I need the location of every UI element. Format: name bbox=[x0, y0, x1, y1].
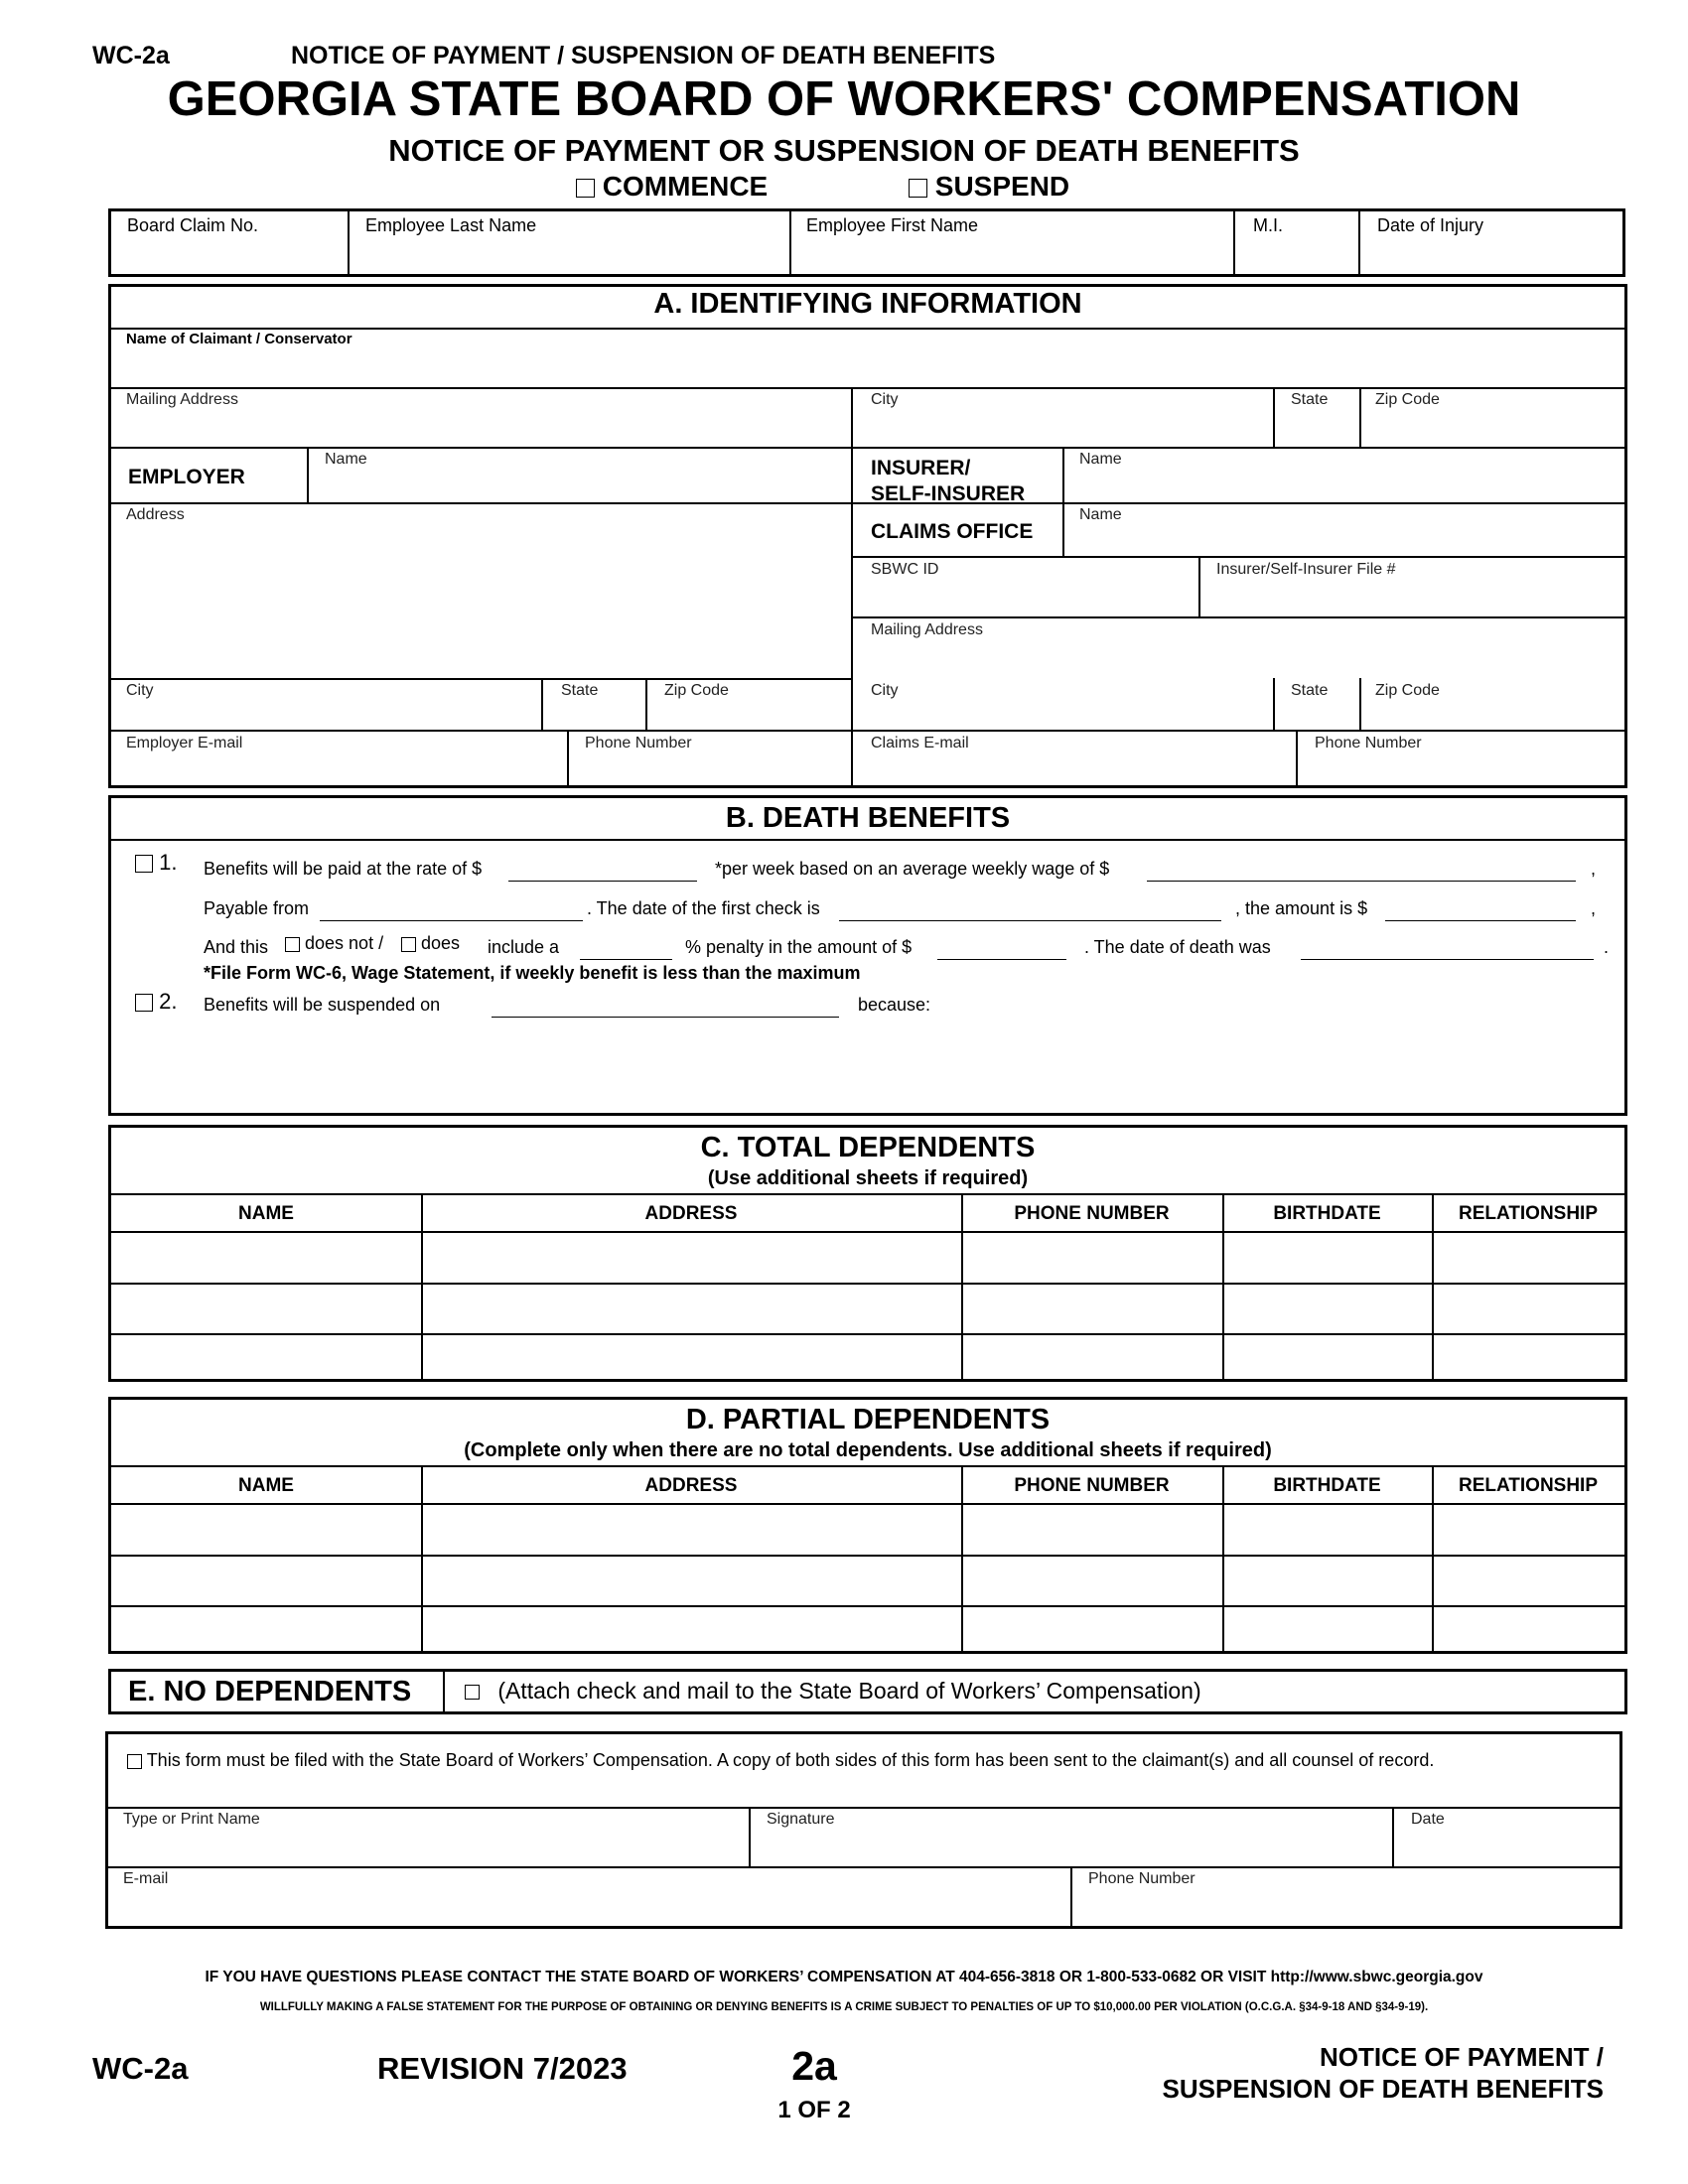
c-col-name: NAME bbox=[238, 1203, 294, 1224]
employee-last-name-field[interactable]: Employee Last Name bbox=[365, 215, 537, 235]
footer-title bbox=[1072, 2041, 1604, 2105]
suspend-label: SUSPEND bbox=[934, 171, 1070, 202]
section-d-subtitle: (Complete only when there are no total dependents. Use additional sheets if required) bbox=[464, 1439, 1272, 1461]
phone-field[interactable]: Phone Number bbox=[1088, 1870, 1196, 1887]
date-field[interactable]: Date bbox=[1411, 1811, 1445, 1828]
employer-email-field[interactable]: Employer E-mail bbox=[126, 735, 243, 751]
sbwc-id-field[interactable]: SBWC ID bbox=[871, 561, 939, 578]
penalty-text: % penalty in the amount of $ bbox=[685, 937, 913, 957]
section-d bbox=[108, 1397, 1627, 1654]
c-col-phone: PHONE NUMBER bbox=[1014, 1203, 1170, 1224]
first-check-date-input[interactable] bbox=[839, 920, 1221, 921]
insurer-mailing-address-field[interactable]: Mailing Address bbox=[871, 621, 983, 638]
because-text: because: bbox=[858, 995, 931, 1015]
rate-text: Benefits will be paid at the rate of $ bbox=[204, 859, 483, 879]
payable-from-text: Payable from bbox=[204, 898, 310, 918]
contact-notice: IF YOU HAVE QUESTIONS PLEASE CONTACT THE STATE BOARD OF WORKERS’ COMPENSATION AT 404-656-3818 OR 1-800-533-0682 OR VISIT http://www.sbwc.georgia.gov bbox=[205, 1969, 1483, 1985]
insurer-zip-field[interactable]: Zip Code bbox=[1375, 682, 1440, 699]
item1-number: 1. bbox=[159, 850, 178, 875]
insurer-file-field[interactable]: Insurer/Self-Insurer File # bbox=[1216, 561, 1396, 578]
item2-option[interactable] bbox=[135, 989, 177, 1015]
date-of-death-text: . The date of death was bbox=[1084, 937, 1271, 957]
table-row[interactable] bbox=[111, 1285, 1624, 1333]
amount-is-text: , the amount is $ bbox=[1235, 898, 1368, 918]
false-statement-warning: WILLFULLY MAKING A FALSE STATEMENT FOR THE PURPOSE OF OBTAINING OR DENYING BENEFITS IS A CRIME SUBJECT TO PENALTIES OF UP TO $10,000.00 PER VIOLATION (O.C.G.A. §34-9-18 AND §34-9-19). bbox=[259, 2001, 1429, 2013]
employer-city-field[interactable]: City bbox=[126, 682, 154, 699]
mi-field[interactable]: M.I. bbox=[1253, 215, 1283, 235]
insurer-label-line2: SELF-INSURER bbox=[871, 482, 1026, 505]
insurer-label bbox=[871, 456, 1025, 507]
claims-office-label: CLAIMS OFFICE bbox=[871, 520, 1034, 543]
section-d-title: D. PARTIAL DEPENDENTS bbox=[685, 1404, 1051, 1435]
first-check-text: . The date of the first check is bbox=[587, 898, 820, 918]
certification-block bbox=[105, 1731, 1622, 1929]
does-not-label: does not / bbox=[305, 933, 384, 953]
insurer-label-line1: INSURER/ bbox=[871, 457, 971, 479]
penalty-percent-input[interactable] bbox=[580, 959, 672, 960]
d-col-phone: PHONE NUMBER bbox=[1014, 1475, 1170, 1496]
weekly-rate-input[interactable] bbox=[508, 881, 697, 882]
table-row[interactable] bbox=[111, 1505, 1624, 1555]
employer-zip-field[interactable]: Zip Code bbox=[664, 682, 729, 699]
item1-checkbox[interactable] bbox=[135, 855, 153, 873]
certification-checkbox[interactable] bbox=[127, 1754, 142, 1769]
top-title: NOTICE OF PAYMENT / SUSPENSION OF DEATH BENEFITS bbox=[291, 42, 996, 69]
claims-phone-field[interactable]: Phone Number bbox=[1315, 735, 1422, 751]
d-col-birthdate: BIRTHDATE bbox=[1273, 1475, 1381, 1496]
comma-2: , bbox=[1591, 898, 1597, 918]
claimant-zip-field[interactable]: Zip Code bbox=[1375, 391, 1440, 408]
claimant-city-field[interactable]: City bbox=[871, 391, 899, 408]
form-code-top: WC-2a bbox=[92, 42, 170, 69]
penalty-amount-input[interactable] bbox=[937, 959, 1066, 960]
suspended-on-text: Benefits will be suspended on bbox=[204, 995, 441, 1015]
board-claim-no-field[interactable]: Board Claim No. bbox=[127, 215, 259, 235]
signature-field[interactable]: Signature bbox=[767, 1811, 835, 1828]
date-of-injury-field[interactable]: Date of Injury bbox=[1377, 215, 1484, 235]
c-col-birthdate: BIRTHDATE bbox=[1273, 1203, 1381, 1224]
section-a bbox=[108, 284, 1627, 788]
does-checkbox[interactable] bbox=[401, 937, 416, 952]
employer-state-field[interactable]: State bbox=[561, 682, 599, 699]
claimant-state-field[interactable]: State bbox=[1291, 391, 1329, 408]
does-label: does bbox=[421, 933, 461, 953]
payable-from-input[interactable] bbox=[320, 920, 583, 921]
section-e bbox=[108, 1669, 1627, 1714]
footer-title-line2: SUSPENSION OF DEATH BENEFITS bbox=[1162, 2074, 1604, 2104]
item1-option[interactable] bbox=[135, 850, 177, 876]
c-col-relationship: RELATIONSHIP bbox=[1458, 1203, 1599, 1224]
section-e-title: E. NO DEPENDENTS bbox=[128, 1676, 412, 1707]
section-b bbox=[108, 795, 1627, 1116]
page-code: 2a bbox=[791, 2043, 837, 2089]
certification-text: This form must be filed with the State Board of Workers’ Compensation. A copy of both sides of this form has been sent to the claimant(s) and all counsel of record. bbox=[146, 1750, 1435, 1770]
insurer-state-field[interactable]: State bbox=[1291, 682, 1329, 699]
commence-checkbox[interactable] bbox=[576, 179, 595, 198]
claimant-mailing-address-field[interactable]: Mailing Address bbox=[126, 391, 238, 408]
d-col-name: NAME bbox=[238, 1475, 294, 1496]
employer-phone-field[interactable]: Phone Number bbox=[585, 735, 692, 751]
print-name-field[interactable]: Type or Print Name bbox=[123, 1811, 260, 1828]
no-dependents-checkbox[interactable] bbox=[465, 1685, 480, 1700]
section-b-title: B. DEATH BENEFITS bbox=[725, 802, 1011, 834]
section-c bbox=[108, 1125, 1627, 1382]
main-title: GEORGIA STATE BOARD OF WORKERS' COMPENSATION bbox=[167, 72, 1521, 126]
and-this-text: And this bbox=[204, 937, 269, 957]
employer-name-field[interactable]: Name bbox=[325, 451, 367, 468]
employer-address-field[interactable]: Address bbox=[126, 506, 185, 523]
subtitle: NOTICE OF PAYMENT OR SUSPENSION OF DEATH BENEFITS bbox=[388, 133, 1300, 168]
d-col-relationship: RELATIONSHIP bbox=[1458, 1475, 1599, 1496]
table-row[interactable] bbox=[111, 1607, 1624, 1651]
commence-option[interactable] bbox=[576, 171, 768, 203]
claims-email-field[interactable]: Claims E-mail bbox=[871, 735, 969, 751]
period: . bbox=[1604, 937, 1610, 957]
wc6-note: *File Form WC-6, Wage Statement, if weekly benefit is less than the maximum bbox=[204, 963, 861, 983]
commence-label: COMMENCE bbox=[602, 171, 769, 202]
item2-checkbox[interactable] bbox=[135, 994, 153, 1012]
footer-title-line1: NOTICE OF PAYMENT / bbox=[1319, 2042, 1604, 2072]
table-row[interactable] bbox=[111, 1557, 1624, 1605]
no-dependents-text: (Attach check and mail to the State Board of Workers’ Compensation) bbox=[497, 1678, 1201, 1704]
comma-1: , bbox=[1591, 859, 1597, 879]
first-check-amount-input[interactable] bbox=[1385, 920, 1576, 921]
claims-office-name-field[interactable]: Name bbox=[1079, 506, 1122, 523]
section-c-title: C. TOTAL DEPENDENTS bbox=[700, 1132, 1036, 1163]
section-c-subtitle: (Use additional sheets if required) bbox=[707, 1167, 1029, 1189]
does-option[interactable] bbox=[401, 933, 460, 954]
include-a-text: include a bbox=[488, 937, 560, 957]
claim-row bbox=[108, 208, 1625, 277]
does-not-option[interactable] bbox=[285, 933, 383, 954]
average-weekly-wage-input[interactable] bbox=[1147, 881, 1576, 882]
revision: REVISION 7/2023 bbox=[377, 2051, 628, 2086]
table-row[interactable] bbox=[111, 1233, 1624, 1283]
employee-first-name-field[interactable]: Employee First Name bbox=[806, 215, 979, 235]
does-not-checkbox[interactable] bbox=[285, 937, 300, 952]
item2-number: 2. bbox=[159, 989, 178, 1014]
insurer-city-field[interactable]: City bbox=[871, 682, 899, 699]
c-col-address: ADDRESS bbox=[644, 1203, 738, 1224]
email-field[interactable]: E-mail bbox=[123, 1870, 169, 1887]
no-dependents-option[interactable] bbox=[465, 1678, 1201, 1705]
per-week-text: *per week based on an average weekly wage of $ bbox=[715, 859, 1110, 879]
suspend-option[interactable] bbox=[909, 171, 1069, 203]
suspend-checkbox[interactable] bbox=[909, 179, 927, 198]
date-of-death-input[interactable] bbox=[1301, 959, 1594, 960]
d-col-address: ADDRESS bbox=[644, 1475, 738, 1496]
form-code-bottom: WC-2a bbox=[92, 2051, 189, 2086]
page-of: 1 OF 2 bbox=[777, 2097, 851, 2123]
claimant-field[interactable]: Name of Claimant / Conservator bbox=[126, 331, 352, 347]
table-row[interactable] bbox=[111, 1335, 1624, 1379]
section-a-title: A. IDENTIFYING INFORMATION bbox=[653, 288, 1082, 320]
employer-label: EMPLOYER bbox=[128, 466, 245, 488]
certification-option[interactable] bbox=[127, 1750, 1434, 1771]
insurer-name-field[interactable]: Name bbox=[1079, 451, 1122, 468]
suspension-date-input[interactable] bbox=[492, 1017, 839, 1018]
